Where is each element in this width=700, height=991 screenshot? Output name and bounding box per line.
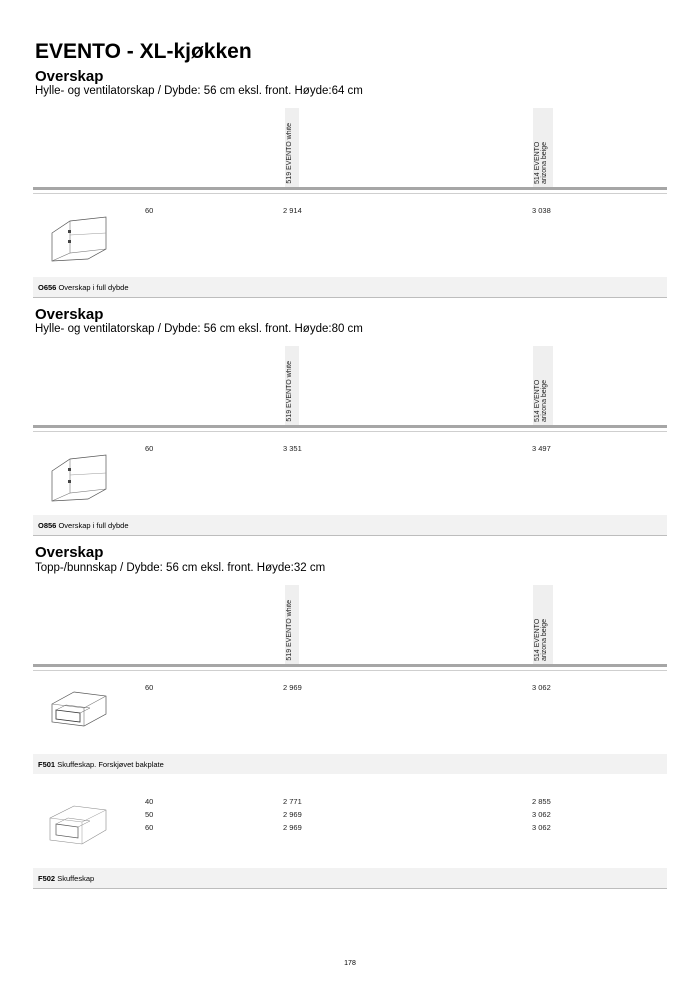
page-number: 178: [344, 960, 356, 967]
row-width: 60: [145, 444, 154, 453]
product-name: Skuffeskap: [57, 874, 95, 883]
row-price-white: 3 351: [283, 444, 302, 453]
row-price-beige: 3 062: [532, 823, 551, 832]
section-separator: [33, 535, 667, 536]
wall-cabinet-icon: [48, 451, 112, 503]
product-code: F501: [38, 760, 56, 769]
row-width: 40: [145, 797, 154, 806]
header-rule-thin: [33, 431, 667, 432]
header-rule-thin: [33, 193, 667, 194]
product-code: O856: [38, 521, 57, 530]
section-separator: [33, 297, 667, 298]
drawer-cabinet-icon: [48, 688, 110, 730]
header-rule: [33, 187, 667, 190]
row-width: 60: [145, 823, 154, 832]
page-title: EVENTO - XL-kjøkken: [35, 40, 252, 63]
section-separator: [33, 888, 667, 889]
section-subheading: Hylle- og ventilatorskap / Dybde: 56 cm eksl. front. Høyde:64 cm: [35, 85, 363, 97]
row-width: 60: [145, 683, 154, 692]
product-band: [33, 277, 667, 297]
row-price-beige: 3 497: [532, 444, 551, 453]
column-header-beige: 514 EVENTO arizona beige: [533, 585, 553, 665]
row-price-beige: 3 038: [532, 206, 551, 215]
column-header-white: 519 EVENTO white: [285, 346, 299, 426]
column-header-beige: 514 EVENTO arizona beige: [533, 346, 553, 426]
product-name: Overskap i full dybde: [58, 283, 129, 292]
header-rule: [33, 664, 667, 667]
product-code: F502: [38, 874, 56, 883]
column-header-white: 519 EVENTO white: [285, 108, 299, 188]
section-heading: Overskap: [35, 306, 104, 323]
column-header-white: 519 EVENTO white: [285, 585, 299, 665]
row-price-white: 2 969: [283, 683, 302, 692]
section-heading: Overskap: [35, 68, 104, 85]
wall-cabinet-icon: [48, 213, 112, 263]
drawer-cabinet-icon: [46, 798, 110, 850]
row-width: 60: [145, 206, 154, 215]
product-code: O656: [38, 283, 57, 292]
row-price-beige: 3 062: [532, 683, 551, 692]
section-subheading: Hylle- og ventilatorskap / Dybde: 56 cm eksl. front. Høyde:80 cm: [35, 323, 363, 335]
product-band: [33, 868, 667, 888]
section-subheading: Topp-/bunnskap / Dybde: 56 cm eksl. front. Høyde:32 cm: [35, 562, 326, 574]
row-width: 50: [145, 810, 154, 819]
product-name: Skuffeskap. Forskjøvet bakplate: [57, 760, 164, 769]
row-price-white: 2 969: [283, 810, 302, 819]
header-rule-thin: [33, 670, 667, 671]
section-heading: Overskap: [35, 544, 104, 561]
product-band: [33, 515, 667, 535]
row-price-beige: 2 855: [532, 797, 551, 806]
header-rule: [33, 425, 667, 428]
row-price-beige: 3 062: [532, 810, 551, 819]
row-price-white: 2 771: [283, 797, 302, 806]
product-band: [33, 754, 667, 774]
row-price-white: 2 914: [283, 206, 302, 215]
row-price-white: 2 969: [283, 823, 302, 832]
product-name: Overskap i full dybde: [58, 521, 129, 530]
column-header-beige: 514 EVENTO arizona beige: [533, 108, 553, 188]
